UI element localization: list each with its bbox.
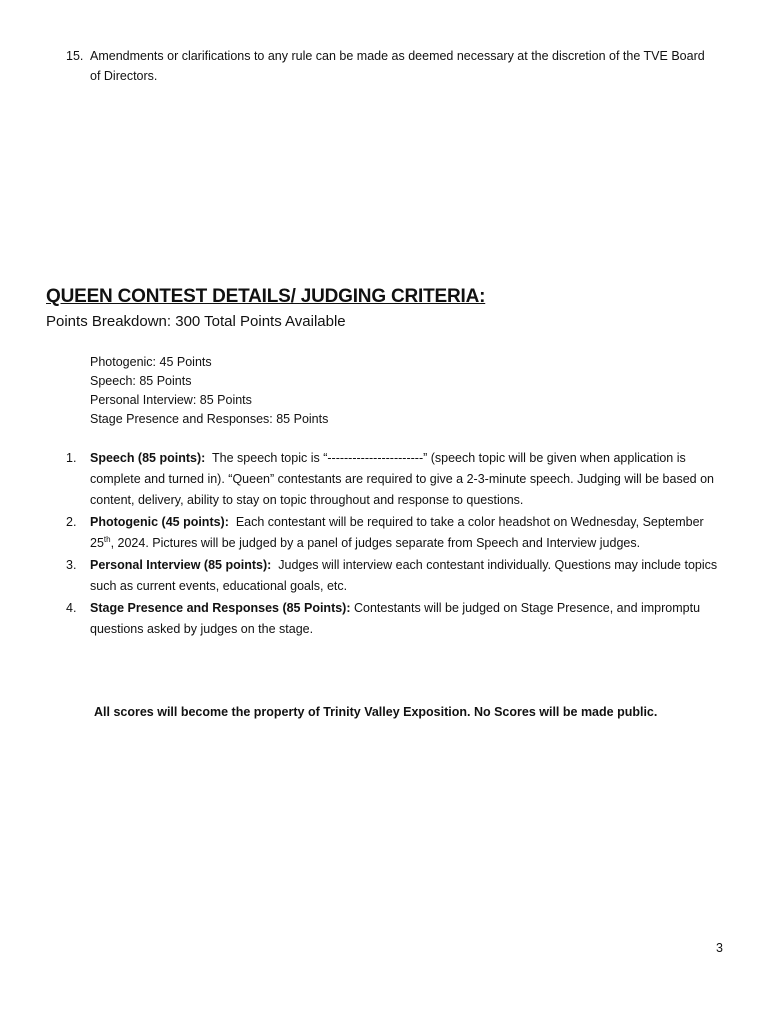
breakdown-item-stage-presence: Stage Presence and Responses: 85 Points xyxy=(90,412,329,426)
rule-text: Amendments or clarifications to any rule can be made as deemed necessary at the discretion of the TVE Board of Directors. xyxy=(90,49,705,83)
criteria-number: 3. xyxy=(66,558,77,572)
criteria-superscript: th xyxy=(103,534,111,544)
section-heading: QUEEN CONTEST DETAILS/ JUDGING CRITERIA: xyxy=(46,286,486,307)
criteria-title: Photogenic (45 points): xyxy=(90,515,229,529)
criteria-item-speech xyxy=(66,448,726,511)
criteria-text: Each contestant will be required to take a color headshot on Wednesday, September 25 xyxy=(90,515,704,550)
criteria-item-interview xyxy=(66,555,726,597)
rule-15 xyxy=(66,46,716,86)
criteria-item-photogenic xyxy=(66,512,726,554)
page-number: 3 xyxy=(716,941,723,955)
breakdown-item-photogenic: Photogenic: 45 Points xyxy=(90,355,212,369)
criteria-title: Speech (85 points): xyxy=(90,451,206,465)
criteria-number: 2. xyxy=(66,515,77,529)
criteria-title: Personal Interview (85 points): xyxy=(90,558,272,572)
criteria-title: Stage Presence and Responses (85 Points): xyxy=(90,601,351,615)
points-breakdown-list xyxy=(90,353,328,429)
scores-notice: All scores will become the property of Trinity Valley Exposition. No Scores will be made public. xyxy=(94,705,658,719)
criteria-text: Contestants will be judged on Stage Presence, and impromptu questions asked by judges on the stage. xyxy=(90,601,701,636)
breakdown-item-interview: Personal Interview: 85 Points xyxy=(90,393,252,407)
breakdown-item-speech: Speech: 85 Points xyxy=(90,374,192,388)
criteria-item-stage-presence xyxy=(66,598,726,640)
criteria-text-continued: , 2024. Pictures will be judged by a panel of judges separate from Speech and Interview judges. xyxy=(110,536,641,550)
criteria-text: Judges will interview each contestant individually. Questions may include topics such as current events, educational goals, etc. xyxy=(90,558,718,593)
judging-criteria-list xyxy=(66,448,726,641)
rule-number: 15. xyxy=(66,49,84,63)
points-breakdown-title: Points Breakdown: 300 Total Points Available xyxy=(46,313,346,330)
criteria-number: 1. xyxy=(66,451,77,465)
criteria-text: The speech topic is “-----------------------” (speech topic will be given when application is complete and turned in). “Queen” contestants are required to give a 2-3-minute speech. Judging will be based on content, delivery, ability to stay on topic throughout and response to questions. xyxy=(90,451,714,507)
criteria-number: 4. xyxy=(66,601,77,615)
